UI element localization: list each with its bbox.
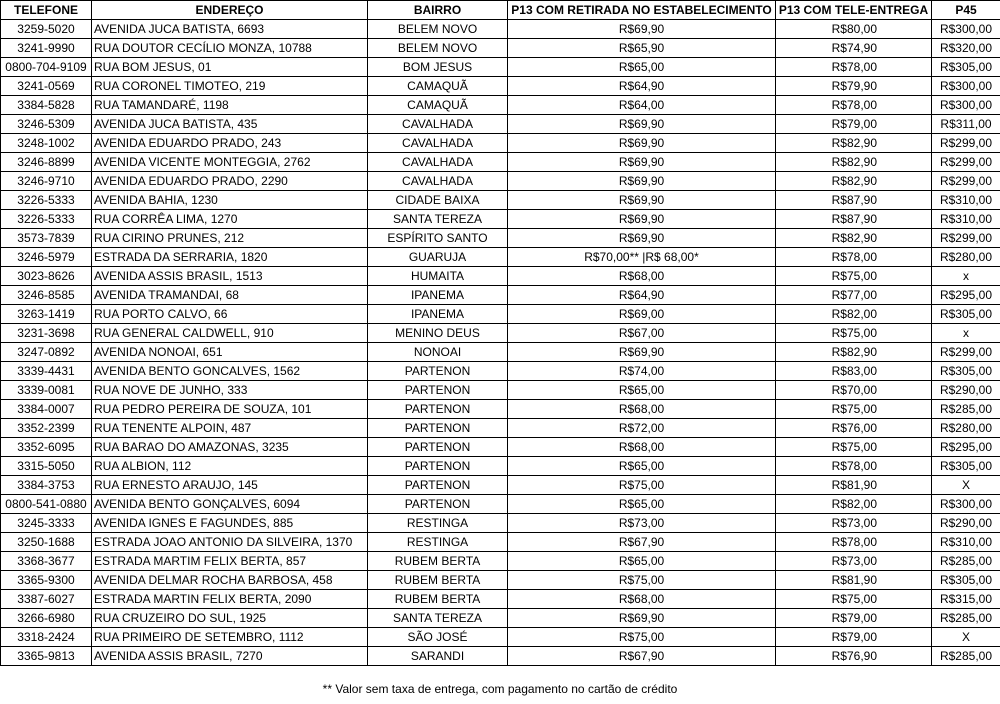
retirada-price-cell: R$65,00 (508, 457, 776, 476)
tele-entrega-price-cell: R$78,00 (776, 248, 932, 267)
endereco-cell: RUA TAMANDARÉ, 1198 (92, 96, 368, 115)
bairro-cell: BOM JESUS (368, 58, 508, 77)
endereco-cell: ESTRADA JOAO ANTONIO DA SILVEIRA, 1370 (92, 533, 368, 552)
p45-price-cell: R$311,00 (932, 115, 1000, 134)
tele-entrega-price-cell: R$82,00 (776, 495, 932, 514)
bairro-cell: PARTENON (368, 381, 508, 400)
bairro-cell: PARTENON (368, 476, 508, 495)
p45-price-cell: R$300,00 (932, 20, 1000, 39)
p45-price-cell: R$300,00 (932, 77, 1000, 96)
table-row (1, 96, 1000, 115)
tele-entrega-price-cell: R$78,00 (776, 96, 932, 115)
header-row (1, 1, 1000, 20)
table-row (1, 229, 1000, 248)
retirada-price-cell: R$69,90 (508, 115, 776, 134)
tele-entrega-price-cell: R$79,00 (776, 115, 932, 134)
endereco-cell: RUA CORRÊA LIMA, 1270 (92, 210, 368, 229)
endereco-cell: RUA CIRINO PRUNES, 212 (92, 229, 368, 248)
table-row (1, 58, 1000, 77)
tele-entrega-price-cell: R$75,00 (776, 267, 932, 286)
tele-entrega-price-cell: R$80,00 (776, 20, 932, 39)
bairro-cell: RUBEM BERTA (368, 552, 508, 571)
retirada-price-cell: R$74,00 (508, 362, 776, 381)
telefone-cell: 3231-3698 (1, 324, 92, 343)
tele-entrega-price-cell: R$78,00 (776, 457, 932, 476)
tele-entrega-price-cell: R$79,90 (776, 77, 932, 96)
retirada-price-cell: R$65,00 (508, 552, 776, 571)
p45-price-cell: R$299,00 (932, 153, 1000, 172)
p45-price-cell: X (932, 476, 1000, 495)
p45-price-cell: R$310,00 (932, 210, 1000, 229)
bairro-cell: GUARUJA (368, 248, 508, 267)
telefone-cell: 3246-8899 (1, 153, 92, 172)
telefone-cell: 3247-0892 (1, 343, 92, 362)
bairro-cell: RESTINGA (368, 533, 508, 552)
tele-entrega-price-cell: R$82,90 (776, 172, 932, 191)
retirada-price-cell: R$65,00 (508, 381, 776, 400)
p45-price-cell: R$290,00 (932, 514, 1000, 533)
telefone-cell: 3245-3333 (1, 514, 92, 533)
retirada-price-cell: R$65,90 (508, 39, 776, 58)
endereco-cell: RUA TENENTE ALPOIN, 487 (92, 419, 368, 438)
retirada-price-cell: R$64,90 (508, 286, 776, 305)
telefone-cell: 3248-1002 (1, 134, 92, 153)
telefone-cell: 3241-0569 (1, 77, 92, 96)
tele-entrega-price-cell: R$82,90 (776, 153, 932, 172)
endereco-cell: RUA BOM JESUS, 01 (92, 58, 368, 77)
p45-price-cell: x (932, 267, 1000, 286)
tele-entrega-price-cell: R$82,90 (776, 229, 932, 248)
bairro-cell: ESPÍRITO SANTO (368, 229, 508, 248)
p45-price-cell: X (932, 628, 1000, 647)
telefone-cell: 3246-5309 (1, 115, 92, 134)
table-row (1, 533, 1000, 552)
tele-entrega-price-cell: R$82,00 (776, 305, 932, 324)
table-row (1, 191, 1000, 210)
endereco-cell: RUA BARAO DO AMAZONAS, 3235 (92, 438, 368, 457)
table-row (1, 552, 1000, 571)
endereco-cell: AVENIDA ASSIS BRASIL, 7270 (92, 647, 368, 666)
bairro-cell: CAVALHADA (368, 172, 508, 191)
table-row (1, 134, 1000, 153)
endereco-cell: RUA PEDRO PEREIRA DE SOUZA, 101 (92, 400, 368, 419)
bairro-cell: SARANDI (368, 647, 508, 666)
retirada-price-cell: R$69,90 (508, 153, 776, 172)
tele-entrega-price-cell: R$82,90 (776, 134, 932, 153)
bairro-cell: CAVALHADA (368, 134, 508, 153)
telefone-cell: 3266-6980 (1, 609, 92, 628)
header-endereco: ENDEREÇO (92, 1, 368, 20)
header-bairro: BAIRRO (368, 1, 508, 20)
table-row (1, 590, 1000, 609)
header-p45: P45 (932, 1, 1000, 20)
endereco-cell: RUA DOUTOR CECÍLIO MONZA, 10788 (92, 39, 368, 58)
tele-entrega-price-cell: R$81,90 (776, 476, 932, 495)
bairro-cell: PARTENON (368, 495, 508, 514)
retirada-price-cell: R$70,00** |R$ 68,00* (508, 248, 776, 267)
retirada-price-cell: R$64,00 (508, 96, 776, 115)
bairro-cell: PARTENON (368, 419, 508, 438)
retirada-price-cell: R$65,00 (508, 58, 776, 77)
telefone-cell: 3246-5979 (1, 248, 92, 267)
p45-price-cell: x (932, 324, 1000, 343)
table-row (1, 476, 1000, 495)
p45-price-cell: R$280,00 (932, 248, 1000, 267)
retirada-price-cell: R$65,00 (508, 495, 776, 514)
endereco-cell: AVENIDA VICENTE MONTEGGIA, 2762 (92, 153, 368, 172)
endereco-cell: RUA NOVE DE JUNHO, 333 (92, 381, 368, 400)
tele-entrega-price-cell: R$78,00 (776, 58, 932, 77)
p45-price-cell: R$280,00 (932, 419, 1000, 438)
endereco-cell: AVENIDA ASSIS BRASIL, 1513 (92, 267, 368, 286)
table-row (1, 248, 1000, 267)
table-body (1, 20, 1000, 666)
table-row (1, 115, 1000, 134)
table-row (1, 419, 1000, 438)
table-row (1, 381, 1000, 400)
endereco-cell: ESTRADA MARTIM FELIX BERTA, 857 (92, 552, 368, 571)
telefone-cell: 0800-704-9109 (1, 58, 92, 77)
telefone-cell: 3226-5333 (1, 191, 92, 210)
table-row (1, 400, 1000, 419)
tele-entrega-price-cell: R$76,90 (776, 647, 932, 666)
table-row (1, 609, 1000, 628)
p45-price-cell: R$285,00 (932, 552, 1000, 571)
tele-entrega-price-cell: R$79,00 (776, 609, 932, 628)
bairro-cell: CAVALHADA (368, 115, 508, 134)
tele-entrega-price-cell: R$78,00 (776, 533, 932, 552)
endereco-cell: AVENIDA BAHIA, 1230 (92, 191, 368, 210)
tele-entrega-price-cell: R$73,00 (776, 552, 932, 571)
table-row (1, 153, 1000, 172)
p45-price-cell: R$299,00 (932, 229, 1000, 248)
tele-entrega-price-cell: R$73,00 (776, 514, 932, 533)
table-row (1, 628, 1000, 647)
tele-entrega-price-cell: R$75,00 (776, 438, 932, 457)
bairro-cell: CAMAQUÃ (368, 77, 508, 96)
header-retirada: P13 COM RETIRADA NO ESTABELECIMENTO (508, 1, 776, 20)
table-row (1, 210, 1000, 229)
bairro-cell: SÃO JOSÉ (368, 628, 508, 647)
telefone-cell: 3365-9813 (1, 647, 92, 666)
retirada-price-cell: R$69,90 (508, 609, 776, 628)
endereco-cell: ESTRADA DA SERRARIA, 1820 (92, 248, 368, 267)
p45-price-cell: R$320,00 (932, 39, 1000, 58)
telefone-cell: 3246-9710 (1, 172, 92, 191)
retirada-price-cell: R$69,90 (508, 229, 776, 248)
telefone-cell: 3368-3677 (1, 552, 92, 571)
bairro-cell: SANTA TEREZA (368, 210, 508, 229)
table-row (1, 571, 1000, 590)
header-tele-entrega: P13 COM TELE-ENTREGA (776, 1, 932, 20)
telefone-cell: 3250-1688 (1, 533, 92, 552)
tele-entrega-price-cell: R$75,00 (776, 400, 932, 419)
endereco-cell: RUA CRUZEIRO DO SUL, 1925 (92, 609, 368, 628)
endereco-cell: RUA ERNESTO ARAUJO, 145 (92, 476, 368, 495)
table-row (1, 647, 1000, 666)
endereco-cell: AVENIDA DELMAR ROCHA BARBOSA, 458 (92, 571, 368, 590)
table-row (1, 267, 1000, 286)
telefone-cell: 3259-5020 (1, 20, 92, 39)
retirada-price-cell: R$72,00 (508, 419, 776, 438)
bairro-cell: PARTENON (368, 457, 508, 476)
retirada-price-cell: R$75,00 (508, 476, 776, 495)
bairro-cell: PARTENON (368, 438, 508, 457)
endereco-cell: ESTRADA MARTIN FELIX BERTA, 2090 (92, 590, 368, 609)
telefone-cell: 3384-3753 (1, 476, 92, 495)
telefone-cell: 3384-0007 (1, 400, 92, 419)
bairro-cell: IPANEMA (368, 305, 508, 324)
p45-price-cell: R$290,00 (932, 381, 1000, 400)
p45-price-cell: R$305,00 (932, 571, 1000, 590)
endereco-cell: AVENIDA BENTO GONCALVES, 1562 (92, 362, 368, 381)
endereco-cell: RUA ALBION, 112 (92, 457, 368, 476)
p45-price-cell: R$285,00 (932, 647, 1000, 666)
table-row (1, 457, 1000, 476)
tele-entrega-price-cell: R$75,00 (776, 324, 932, 343)
p45-price-cell: R$305,00 (932, 305, 1000, 324)
bairro-cell: SANTA TEREZA (368, 609, 508, 628)
telefone-cell: 3339-0081 (1, 381, 92, 400)
table-row (1, 514, 1000, 533)
bairro-cell: IPANEMA (368, 286, 508, 305)
endereco-cell: AVENIDA JUCA BATISTA, 6693 (92, 20, 368, 39)
p45-price-cell: R$300,00 (932, 96, 1000, 115)
p45-price-cell: R$295,00 (932, 286, 1000, 305)
bairro-cell: CAMAQUÃ (368, 96, 508, 115)
retirada-price-cell: R$68,00 (508, 400, 776, 419)
retirada-price-cell: R$67,90 (508, 533, 776, 552)
retirada-price-cell: R$73,00 (508, 514, 776, 533)
tele-entrega-price-cell: R$74,90 (776, 39, 932, 58)
endereco-cell: AVENIDA EDUARDO PRADO, 243 (92, 134, 368, 153)
p45-price-cell: R$305,00 (932, 58, 1000, 77)
p45-price-cell: R$305,00 (932, 457, 1000, 476)
retirada-price-cell: R$67,00 (508, 324, 776, 343)
footnote: ** Valor sem taxa de entrega, com pagamento no cartão de crédito (322, 682, 678, 696)
tele-entrega-price-cell: R$87,90 (776, 191, 932, 210)
p45-price-cell: R$300,00 (932, 495, 1000, 514)
endereco-cell: RUA CORONEL TIMOTEO, 219 (92, 77, 368, 96)
telefone-cell: 3573-7839 (1, 229, 92, 248)
p45-price-cell: R$299,00 (932, 343, 1000, 362)
bairro-cell: RESTINGA (368, 514, 508, 533)
bairro-cell: BELEM NOVO (368, 39, 508, 58)
retirada-price-cell: R$69,90 (508, 210, 776, 229)
table-row (1, 324, 1000, 343)
endereco-cell: AVENIDA IGNES E FAGUNDES, 885 (92, 514, 368, 533)
retirada-price-cell: R$75,00 (508, 571, 776, 590)
tele-entrega-price-cell: R$75,00 (776, 590, 932, 609)
endereco-cell: AVENIDA TRAMANDAI, 68 (92, 286, 368, 305)
tele-entrega-price-cell: R$76,00 (776, 419, 932, 438)
p45-price-cell: R$310,00 (932, 533, 1000, 552)
table-row (1, 77, 1000, 96)
endereco-cell: AVENIDA NONOAI, 651 (92, 343, 368, 362)
retirada-price-cell: R$69,90 (508, 134, 776, 153)
tele-entrega-price-cell: R$77,00 (776, 286, 932, 305)
tele-entrega-price-cell: R$79,00 (776, 628, 932, 647)
telefone-cell: 3315-5050 (1, 457, 92, 476)
bairro-cell: PARTENON (368, 400, 508, 419)
retirada-price-cell: R$69,00 (508, 305, 776, 324)
telefone-cell: 3263-1419 (1, 305, 92, 324)
table-row (1, 20, 1000, 39)
retirada-price-cell: R$64,90 (508, 77, 776, 96)
tele-entrega-price-cell: R$81,90 (776, 571, 932, 590)
bairro-cell: PARTENON (368, 362, 508, 381)
retirada-price-cell: R$68,00 (508, 438, 776, 457)
telefone-cell: 3387-6027 (1, 590, 92, 609)
table-row (1, 286, 1000, 305)
bairro-cell: NONOAI (368, 343, 508, 362)
table-row (1, 172, 1000, 191)
table-row (1, 438, 1000, 457)
bairro-cell: CIDADE BAIXA (368, 191, 508, 210)
tele-entrega-price-cell: R$82,90 (776, 343, 932, 362)
endereco-cell: AVENIDA BENTO GONÇALVES, 6094 (92, 495, 368, 514)
telefone-cell: 0800-541-0880 (1, 495, 92, 514)
table-row (1, 343, 1000, 362)
telefone-cell: 3352-6095 (1, 438, 92, 457)
retirada-price-cell: R$69,90 (508, 343, 776, 362)
table-row (1, 495, 1000, 514)
endereco-cell: RUA PORTO CALVO, 66 (92, 305, 368, 324)
telefone-cell: 3246-8585 (1, 286, 92, 305)
telefone-cell: 3352-2399 (1, 419, 92, 438)
retirada-price-cell: R$68,00 (508, 590, 776, 609)
endereco-cell: RUA GENERAL CALDWELL, 910 (92, 324, 368, 343)
table-row (1, 39, 1000, 58)
telefone-cell: 3241-9990 (1, 39, 92, 58)
p45-price-cell: R$285,00 (932, 609, 1000, 628)
retirada-price-cell: R$69,90 (508, 191, 776, 210)
p45-price-cell: R$299,00 (932, 134, 1000, 153)
endereco-cell: RUA PRIMEIRO DE SETEMBRO, 1112 (92, 628, 368, 647)
telefone-cell: 3365-9300 (1, 571, 92, 590)
tele-entrega-price-cell: R$83,00 (776, 362, 932, 381)
header-telefone: TELEFONE (1, 1, 92, 20)
p45-price-cell: R$285,00 (932, 400, 1000, 419)
p45-price-cell: R$315,00 (932, 590, 1000, 609)
telefone-cell: 3318-2424 (1, 628, 92, 647)
retirada-price-cell: R$68,00 (508, 267, 776, 286)
telefone-cell: 3339-4431 (1, 362, 92, 381)
table-row (1, 305, 1000, 324)
telefone-cell: 3023-8626 (1, 267, 92, 286)
telefone-cell: 3384-5828 (1, 96, 92, 115)
endereco-cell: AVENIDA EDUARDO PRADO, 2290 (92, 172, 368, 191)
table-row (1, 362, 1000, 381)
endereco-cell: AVENIDA JUCA BATISTA, 435 (92, 115, 368, 134)
p45-price-cell: R$299,00 (932, 172, 1000, 191)
p45-price-cell: R$295,00 (932, 438, 1000, 457)
p45-price-cell: R$305,00 (932, 362, 1000, 381)
retirada-price-cell: R$67,90 (508, 647, 776, 666)
retirada-price-cell: R$69,90 (508, 20, 776, 39)
bairro-cell: RUBEM BERTA (368, 590, 508, 609)
telefone-cell: 3226-5333 (1, 210, 92, 229)
bairro-cell: BELEM NOVO (368, 20, 508, 39)
bairro-cell: HUMAITA (368, 267, 508, 286)
p45-price-cell: R$310,00 (932, 191, 1000, 210)
bairro-cell: RUBEM BERTA (368, 571, 508, 590)
retirada-price-cell: R$75,00 (508, 628, 776, 647)
retirada-price-cell: R$69,90 (508, 172, 776, 191)
tele-entrega-price-cell: R$87,90 (776, 210, 932, 229)
bairro-cell: CAVALHADA (368, 153, 508, 172)
tele-entrega-price-cell: R$70,00 (776, 381, 932, 400)
bairro-cell: MENINO DEUS (368, 324, 508, 343)
